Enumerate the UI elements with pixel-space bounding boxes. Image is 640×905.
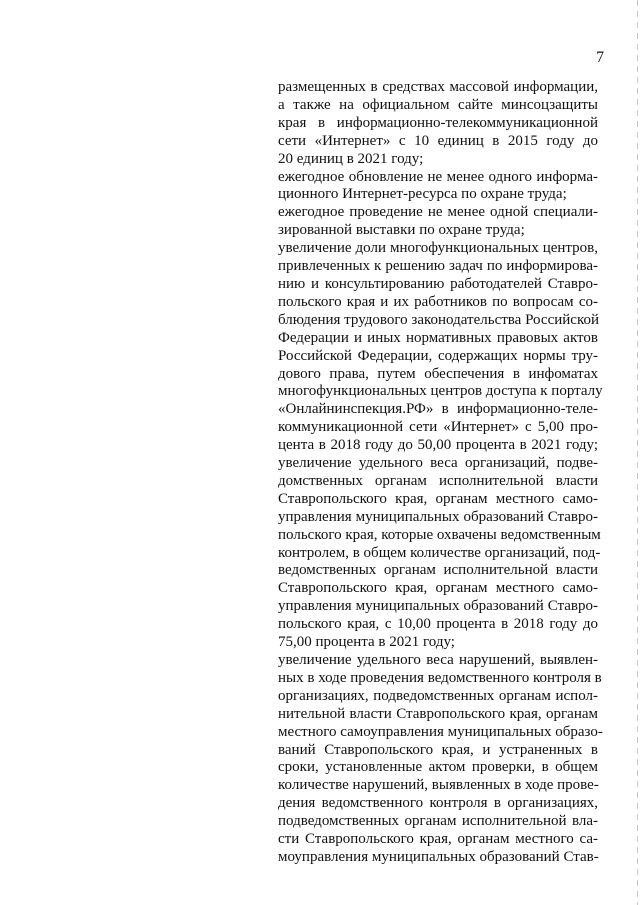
text-line: увеличение удельного веса нарушений, выявлен- xyxy=(278,652,598,668)
text-line: дового права, путем обеспечения в инфоматах xyxy=(278,365,598,382)
text-line: Ставропольского края, органам местного само- xyxy=(278,490,598,507)
text-line: сети «Интернет» с 10 единиц в 2015 году до xyxy=(278,132,598,149)
text-line: количестве нарушений, выявленных в ходе прове- xyxy=(278,777,599,794)
text-line: 75,00 процента в 2021 году; xyxy=(278,634,455,651)
text-line: а также на официальном сайте минсоцзащиты xyxy=(278,96,598,113)
text-line: нительной власти Ставропольского края, органам xyxy=(278,705,598,722)
text-line: Ставропольского края, органам местного само- xyxy=(278,580,598,597)
text-line: ционного Интернет-ресурса по охране труда; xyxy=(278,186,567,203)
text-line: польского края, с 10,00 процента в 2018 году до xyxy=(278,616,598,633)
text-line: сти Ставропольского края, органам местного са- xyxy=(278,831,598,848)
body-text xyxy=(278,79,603,867)
page-edge-divider xyxy=(637,0,638,905)
text-line: контролем, в общем количестве организаций, под- xyxy=(278,544,601,561)
text-line: увеличение удельного веса организаций, подве- xyxy=(278,455,598,472)
text-line: управления муниципальных образований Ставро- xyxy=(278,598,598,615)
text-line: Российской Федерации, содержащих нормы тру- xyxy=(278,347,598,364)
text-line: нию и консультированию работодателей Ставро- xyxy=(278,275,598,292)
text-line: 20 единиц в 2021 году; xyxy=(278,150,424,167)
text-line: ведомственных органам исполнительной власти xyxy=(278,562,598,579)
text-line: размещенных в средствах массовой информации, xyxy=(278,79,598,95)
text-line: дения ведомственного контроля в организациях, xyxy=(278,795,598,812)
text-line: увеличение доли многофункциональных центров, xyxy=(278,240,598,257)
text-line: моуправления муниципальных образований Став- xyxy=(278,848,599,865)
text-line: коммуникационной сети «Интернет» с 5,00 про- xyxy=(278,419,598,436)
page-number: 7 xyxy=(596,49,604,66)
text-line: управления муниципальных образований Ставро- xyxy=(278,508,598,525)
text-line: польского края, которые охвачены ведомственным xyxy=(278,526,601,543)
text-line: цента в 2018 году до 50,00 процента в 2021 году; xyxy=(278,437,598,454)
text-line: ежегодное обновление не менее одного информа- xyxy=(278,168,598,185)
text-line: подведомственных органам исполнительной вла- xyxy=(278,813,598,830)
text-line: зированной выставки по охране труда; xyxy=(278,222,525,239)
text-line: домственных органам исполнительной власти xyxy=(278,472,598,489)
text-line: организациях, подведомственных органам испол- xyxy=(278,687,598,704)
text-line: польского края и их работников по вопросам со- xyxy=(278,293,598,310)
text-line: блюдения трудового законодательства Российской xyxy=(278,311,599,328)
text-line: многофункциональных центров доступа к порталу xyxy=(278,383,603,400)
text-line: Федерации и иных нормативных правовых актов xyxy=(278,329,598,346)
text-line: местного самоуправления муниципальных образо- xyxy=(278,723,603,740)
text-line: сроки, установленные актом проверки, в общем xyxy=(278,759,598,776)
text-line: ных в ходе проведения ведомственного контроля в xyxy=(278,669,602,686)
text-line: ежегодное проведение не менее одной специали- xyxy=(278,204,598,221)
text-line: края в информационно-телекоммуникационной xyxy=(278,114,598,131)
text-line: привлеченных к решению задач по информирова- xyxy=(278,258,598,275)
text-line: ваний Ставропольского края, и устраненных в xyxy=(278,741,598,758)
text-line: «Онлайнинспекция.РФ» в информационно-теле- xyxy=(278,401,598,418)
